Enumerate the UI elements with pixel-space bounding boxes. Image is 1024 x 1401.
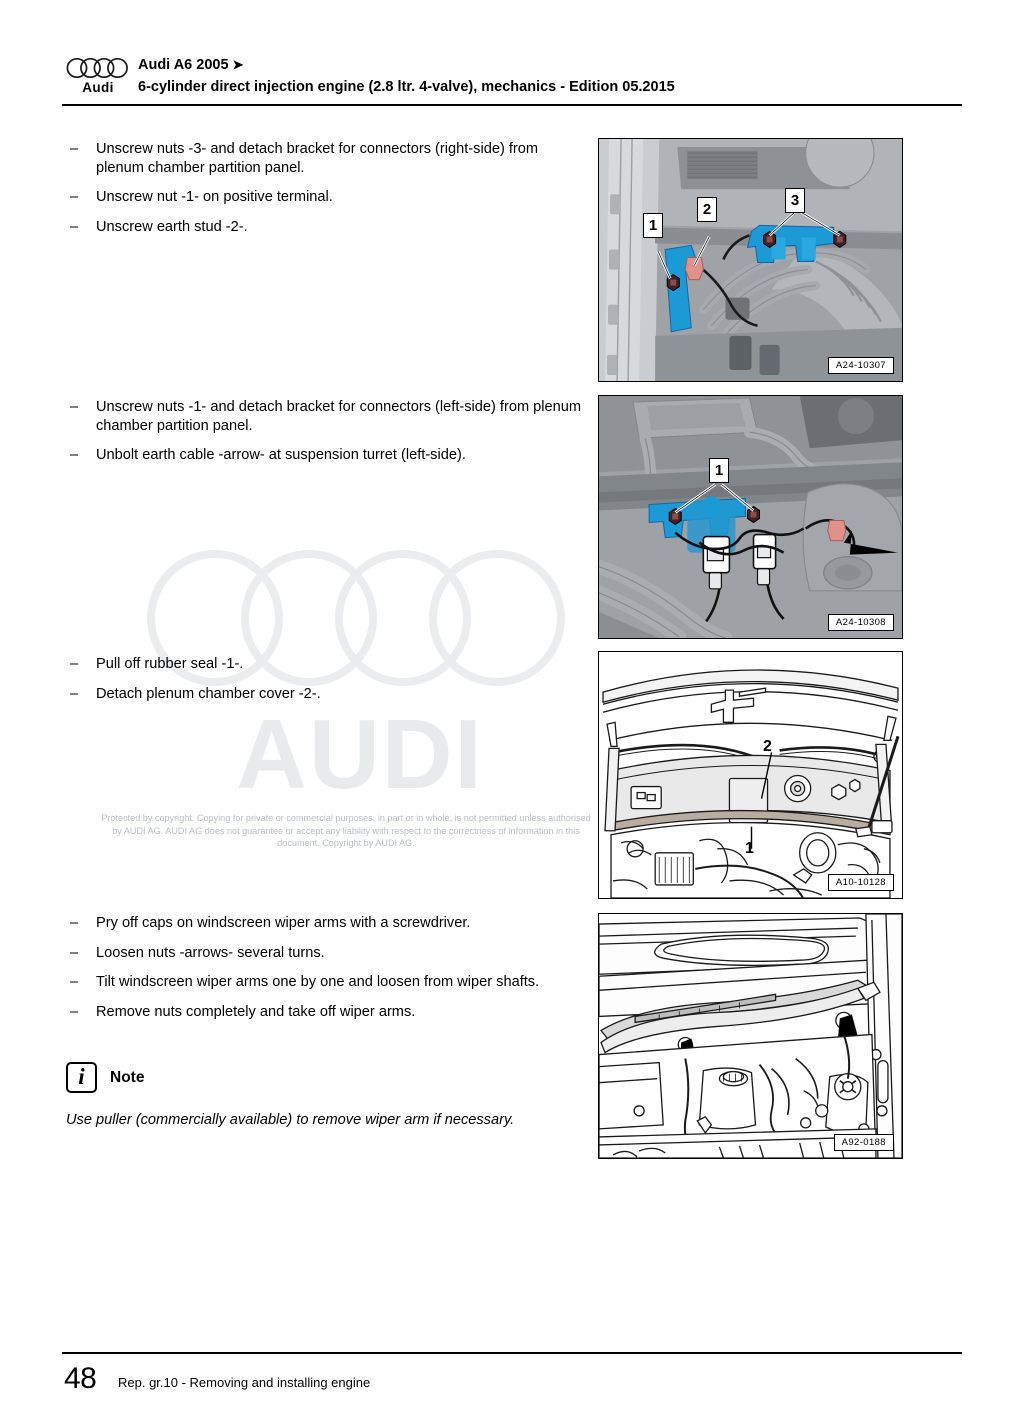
dash-marker: – (70, 399, 79, 415)
note-title: Note (110, 1068, 145, 1086)
step-text: Unscrew nuts -1- and detach bracket for connectors (left-side) from plenum chamber partition panel. (96, 399, 582, 434)
header-arrow-icon: ➤ (232, 57, 244, 72)
figure-id-label: A24-10308 (828, 614, 894, 631)
footer-chapter-text: Rep. gr.10 - Removing and installing engine (118, 1375, 371, 1390)
dash-marker: – (70, 656, 79, 672)
figure-id-label: A92-0188 (834, 1134, 894, 1151)
figure-id-label: A24-10307 (828, 357, 894, 374)
note-header (66, 1062, 586, 1093)
section-3-steps (66, 655, 586, 703)
note-block (66, 1062, 586, 1130)
header-subtitle: 6-cylinder direct injection engine (2.8 ltr. 4-valve), mechanics - Edition 05.2015 (138, 79, 675, 95)
dash-marker: – (70, 141, 79, 157)
list-item (66, 398, 586, 435)
dash-marker: – (70, 447, 79, 463)
list-item (66, 188, 586, 207)
list-item (66, 218, 586, 237)
dash-marker: – (70, 1003, 79, 1020)
list-item (66, 655, 586, 674)
figure-a24-10308[interactable] (598, 395, 903, 639)
figure-id-label: A10-10128 (828, 874, 894, 891)
section-2-steps (66, 398, 586, 465)
list-item (66, 446, 586, 465)
figure-a10-10128[interactable] (598, 651, 903, 899)
figure-2-graphic (599, 396, 902, 638)
figure-a92-0188[interactable] (598, 913, 903, 1159)
step-text: Unscrew nut -1- on positive terminal. (96, 189, 333, 205)
step-text: Unscrew nuts -3- and detach bracket for connectors (right-side) from plenum chamber partition panel. (96, 141, 539, 176)
page-number: 48 (64, 1362, 97, 1395)
step-text: Unscrew earth stud -2-. (96, 218, 248, 235)
header-model-text: Audi A6 2005 (138, 57, 229, 73)
list-item (66, 1003, 586, 1022)
copyright-notice: Protected by copyright. Copying for private or commercial purposes, in part or in whole, is not permitted unless authorised by AUDI AG. AUDI AG does not guarantee or accept any liability with respect to the correctness of information in this document. Copyright by AUDI AG. (101, 813, 591, 849)
figure-a24-10307[interactable] (598, 138, 903, 382)
step-text: Pull off rubber seal -1-. (96, 656, 244, 672)
step-text: Pry off caps on windscreen wiper arms with a screwdriver. (96, 915, 471, 931)
page-header (62, 56, 962, 108)
footer-divider (62, 1352, 962, 1354)
step-text: Remove nuts completely and take off wiper arms. (96, 1003, 416, 1020)
dash-marker: – (70, 218, 79, 235)
page-footer (62, 1362, 962, 1398)
dash-marker: – (70, 974, 79, 990)
header-divider (62, 104, 962, 106)
list-item (66, 685, 586, 704)
info-icon: i (66, 1062, 97, 1093)
callout-2: 2 (697, 197, 717, 222)
callout-1: 1 (745, 840, 754, 857)
step-text: Tilt windscreen wiper arms one by one and loosen from wiper shafts. (96, 974, 540, 990)
figure-3-graphic (599, 652, 902, 898)
list-item (66, 140, 586, 177)
step-text: Detach plenum chamber cover -2-. (96, 685, 321, 702)
dash-marker: – (70, 685, 79, 702)
callout-1: 1 (709, 458, 729, 483)
audi-wordmark: Audi (82, 80, 114, 95)
audi-rings-icon (66, 57, 130, 79)
figure-4-graphic (599, 914, 902, 1158)
dash-marker: – (70, 189, 79, 205)
audi-logo (62, 56, 134, 102)
header-model-line (138, 57, 243, 73)
dash-marker: – (70, 915, 79, 931)
list-item (66, 973, 586, 992)
svg-text:AUDI: AUDI (236, 699, 484, 809)
callout-3: 3 (785, 188, 805, 213)
note-body: Use puller (commercially available) to remove wiper arm if necessary. (66, 1112, 515, 1128)
figure-1-graphic (599, 139, 902, 381)
step-text: Unbolt earth cable -arrow- at suspension turret (left-side). (96, 447, 466, 463)
callout-2: 2 (763, 738, 772, 755)
section-1-steps (66, 140, 586, 236)
callout-1: 1 (643, 213, 663, 238)
list-item (66, 914, 586, 933)
list-item (66, 944, 586, 963)
section-4-steps (66, 914, 586, 1021)
step-text: Loosen nuts -arrows- several turns. (96, 944, 325, 961)
dash-marker: – (70, 944, 79, 961)
